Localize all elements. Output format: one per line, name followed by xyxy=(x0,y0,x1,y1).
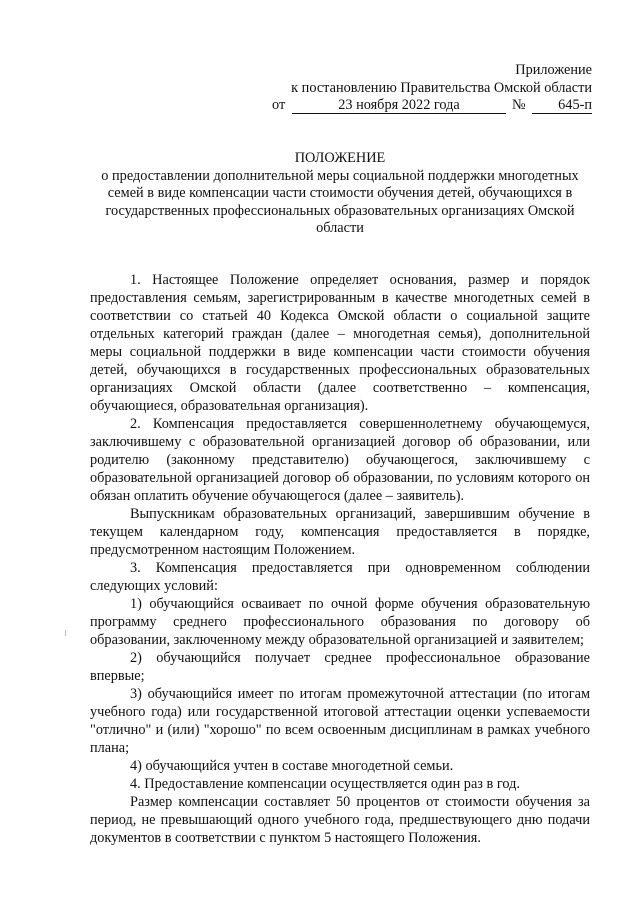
paragraph-6: 2) обучающийся получает среднее профессиональное образование впервые; xyxy=(90,650,590,684)
appendix-date-number-line xyxy=(250,97,592,115)
document-heading: ПОЛОЖЕНИЕ xyxy=(294,150,386,166)
appendix-header xyxy=(250,62,592,115)
paragraph-8: 4) обучающийся учтен в составе многодетной семьи. xyxy=(130,758,454,774)
paragraph-7: 3) обучающийся имеет по итогам промежуточной аттестации (по итогам учебного года) или государственной итоговой аттестации оценки успеваемости "отлично" и (или) "хорошо" по всем освоенным дисциплинам в рамках учебного плана; xyxy=(90,686,590,756)
appendix-number-sign: № xyxy=(512,97,526,113)
appendix-date: 23 ноября 2022 года xyxy=(292,97,506,114)
document-title-block xyxy=(100,150,580,238)
appendix-from-prefix: от xyxy=(272,97,286,113)
appendix-number: 645-п xyxy=(532,97,592,114)
appendix-reference: к постановлению Правительства Омской области xyxy=(291,79,592,96)
document-body xyxy=(90,271,590,847)
paragraph-3: Выпускникам образовательных организаций, завершившим обучение в текущем календарном году, компенсация предоставляется в порядке, предусмотренном настоящим Положением. xyxy=(90,506,590,558)
document-subtitle: о предоставлении дополнительной меры социальной поддержки многодетных семей в виде компенсации части стоимости обучения детей, обучающихся в государственных профессиональных образовательных организациях Омской области xyxy=(101,167,579,237)
paragraph-5: 1) обучающийся осваивает по очной форме обучения образовательную программу среднего профессионального образования по договору об образовании, заключенному между образовательной организацией и заявителем; xyxy=(90,596,590,648)
paragraph-4: 3. Компенсация предоставляется при одновременном соблюдении следующих условий: xyxy=(90,560,590,594)
scan-artifact xyxy=(65,630,66,636)
paragraph-9: 4. Предоставление компенсации осуществляется один раз в год. xyxy=(130,776,520,792)
paragraph-2: 2. Компенсация предоставляется совершеннолетнему обучающемуся, заключившему с образовательной организацией договор об образовании, или родителю (законному представителю) обучающегося, заключившему с образовательной организацией договор об образовании, по условиям которого он обязан оплатить обучение обучающегося (далее – заявитель). xyxy=(90,416,590,504)
appendix-label: Приложение xyxy=(515,62,592,78)
paragraph-10: Размер компенсации составляет 50 процентов от стоимости обучения за период, не превышающий одного учебного года, предшествующего дню подачи документов в соответствии с пунктом 5 настоящего Положения. xyxy=(90,794,590,846)
paragraph-1: 1. Настоящее Положение определяет основания, размер и порядок предоставления семьям, зарегистрированным в качестве многодетных семей в соответствии со статьей 40 Кодекса Омской области о социальной защите отдельных категорий граждан (далее – многодетная семья), дополнительной меры социальной поддержки в виде компенсации части стоимости обучения детей, обучающихся в государственных профессиональных образовательных организациях Омской области (далее соответственно – компенсация, обучающиеся, образовательная организация). xyxy=(90,272,590,414)
